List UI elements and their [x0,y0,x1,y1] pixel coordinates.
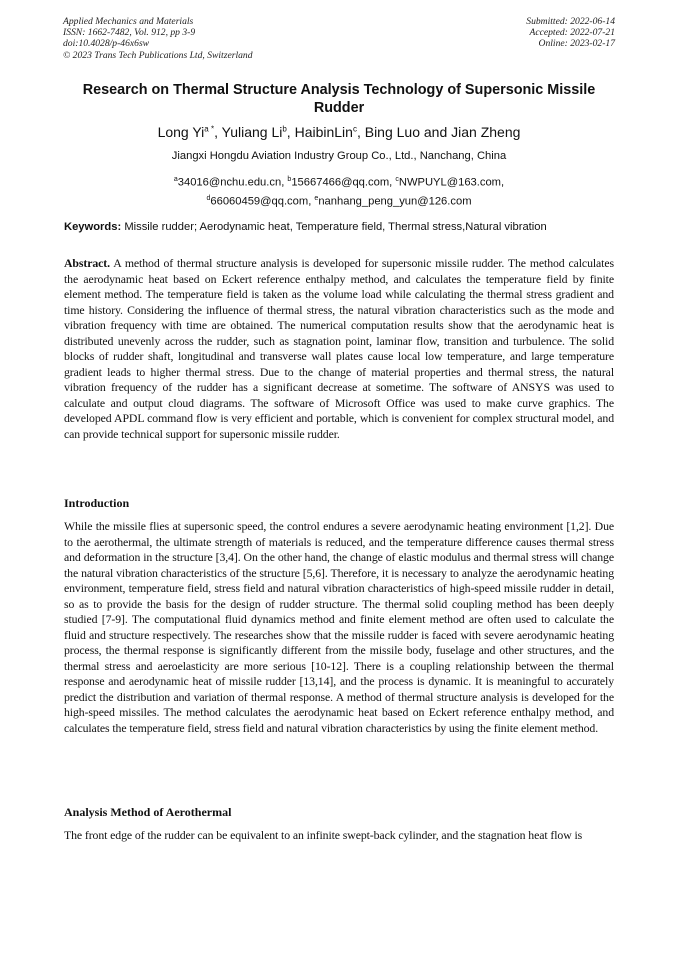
email-link[interactable]: 66060459@qq.com, [210,195,312,208]
keywords [64,221,614,233]
email-link[interactable]: 15667466@qq.com, [291,176,393,189]
analysis-text: The front edge of the rudder can be equivalent to an infinite swept-back cylinder, and the stagnation heat flow is [64,828,583,842]
abstract [64,256,614,442]
keywords-text: Missile rudder; Aerodynamic heat, Temperature field, Thermal stress,Natural vibration [124,221,547,233]
abstract-label: Abstract. [64,256,110,270]
author-name: HaibinLin [294,124,353,140]
dates-header [526,16,615,50]
author-name: Yuliang Li [221,124,283,140]
abstract-text: A method of thermal structure analysis is developed for supersonic missile rudder. The method calculates the aerodynamic heat based on Eckert reference enthalpy method, and calculates the temperature field by finite element method. The temperature field is taken as the volume load while calculating the thermal stress gradient and time history. Considering the influence of thermal stress, the natural vibration characteristics such as the mode and vibration frequency with time are obtained. The numerical computation results show that the aerodynamic heat is distributed unevenly across the rudder, such as stagnation point, laminar flow, transition and turbulence. The solid blocks of rudder shaft, longitudinal and transverse wall plates cause local low temperature, and large temperature gradient leads to higher thermal stress. Due to the change of material properties and thermal stress, the natural vibration frequency of the rudder has a significant decrease at sometime. The software of ANSYS was used to calculate and output cloud diagrams. The software of Microsoft Office was used to make curve graphics. The developed APDL command flow is very efficient and portable, which is convenient for complex structural model, and can provide technical support for supersonic missile rudder. [64,256,614,441]
journal-name: Applied Mechanics and Materials [63,16,194,27]
email-mark: d [206,194,211,202]
email-link[interactable]: 34016@nchu.edu.cn, [177,176,285,189]
author-name: Long Yi [157,124,205,140]
email-mark: c [395,176,399,183]
keywords-label: Keywords: [64,221,122,233]
author-affil-mark: c [352,124,357,134]
doi: doi:10.4028/p-46x6sw [63,38,150,50]
affiliation: Jiangxi Hongdu Aviation Industry Group Co., Ltd., Nanchang, China [171,150,507,162]
issn: ISSN: 1662-7482, Vol. 912, pp 3-9 [63,27,196,39]
email-mark: b [287,176,292,183]
author-affil-mark: b [282,124,287,134]
email-list [64,172,614,209]
author-list: Long $Yi^{a *}$, Yuliang Li$^b$, HaibinLin$^c$, Bing Luo and Jian Zheng [157,124,521,140]
online-date: Online: 2023-02-17 [538,38,615,50]
paper-title: Research on Thermal Structure Analysis Technology of Supersonic Missile Rudder [82,82,596,116]
submitted-date: Submitted: 2022-06-14 [526,16,615,27]
email-mark: e [314,194,319,202]
email-link[interactable]: nanhang_peng_yun@126.com [318,195,472,208]
accepted-date: Accepted: 2022-07-21 [529,27,615,39]
author-name: Bing Luo and Jian Zheng [364,124,521,140]
copyright: © 2023 Trans Tech Publications Ltd, Switzerland [63,49,253,61]
email-link[interactable]: NWPUYL@163.com, [398,176,505,189]
section-heading-analysis: Analysis Method of Aerothermal [64,805,232,819]
email-mark: a [173,176,178,183]
journal-header [63,16,253,61]
introduction-text: While the missile flies at supersonic speed, the control endures a severe aerodynamic heating environment [1,2]. Due to the aerothermal, the ultimate strength of materials is reduced, and the temperature difference causes thermal stress and deformation in the structure [3,4]. On the other hand, the change of elastic modulus and thermal stress will change the natural vibration characteristics of the structure [5,6]. Therefore, it is necessary to analyze the aerodynamic heating environment, temperature field, stress field and natural vibration characteristics of high-speed missile rudder in detail, so as to provide the basis for the design of rudder structure. The thermal solid coupling method has been deeply studied [7-9]. The computational fluid dynamics method and finite element method are often used to calculate the fluid and structure respectively. The researches show that the missile rudder is faced with severe aerodynamic heating process, the thermal response is significantly different from the missile body, fuselage and other structures, and the thermal stress and aeroelasticity are more serious [10-12]. There is a coupling relationship between the thermal response and aerodynamic heat of missile rudder [13,14], and the process is dynamic. It is meaningful to accurately predict the distribution and variation of thermal response. A method of thermal structure analysis is developed for the high-speed missiles. The method calculates the aerodynamic heat based on Eckert reference enthalpy method, and calculates the temperature field, stress field and natural vibration characteristics by using the finite element method. [64,519,614,735]
author-affil-mark: a * [204,124,215,134]
section-heading-introduction: Introduction [64,496,130,510]
